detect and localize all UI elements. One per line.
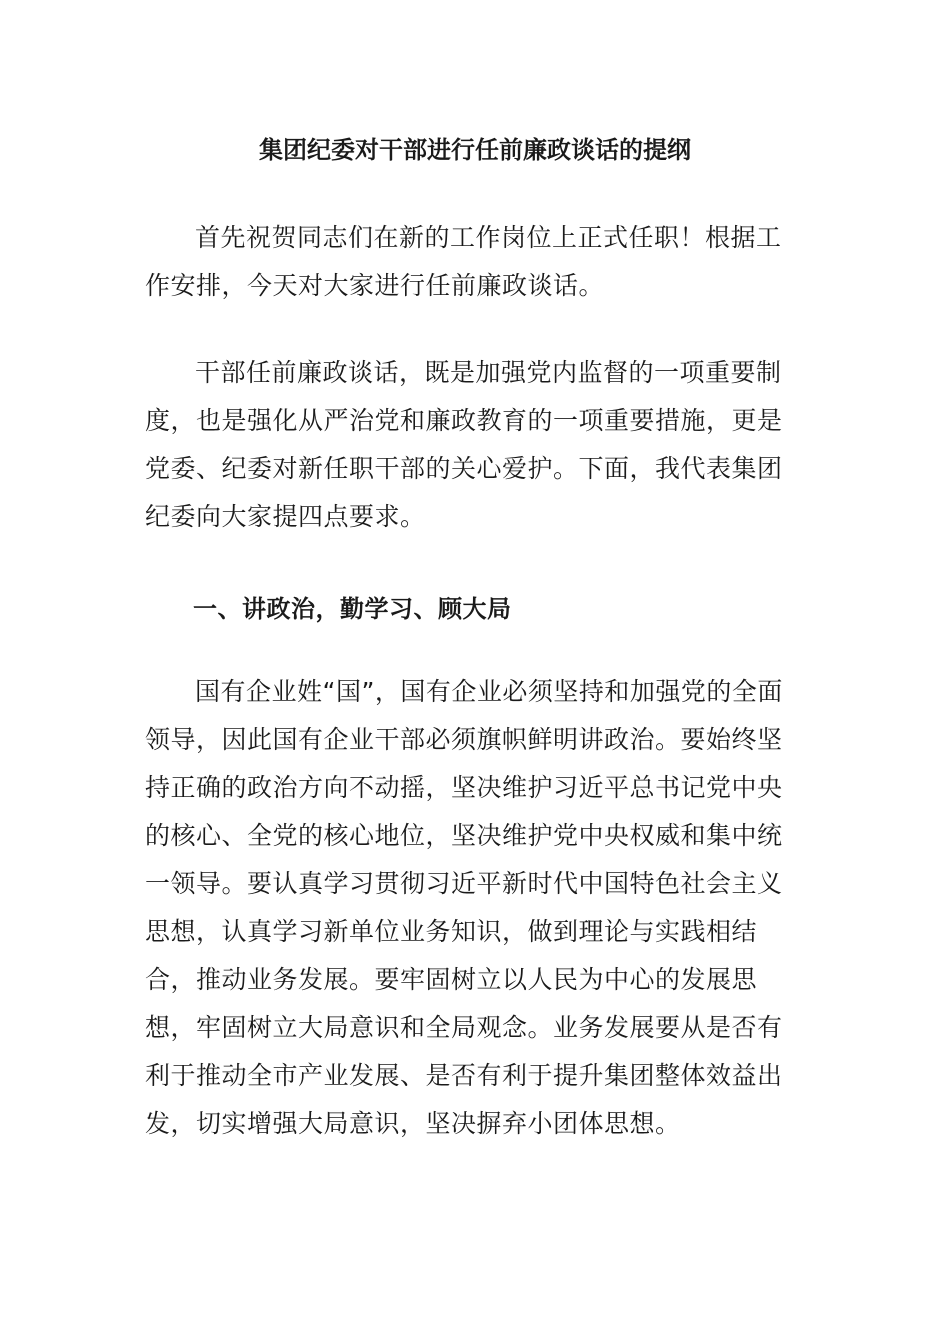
- section-paragraph: 国有企业姓“国”，国有企业必须坚持和加强党的全面领导，因此国有企业干部必须旗帜鲜明讲政治。要始终坚持正确的政治方向不动摇，坚决维护习近平总书记党中央的核心、全党的核心地位，坚决维护党中央权威和集中统一领导。要认真学习贯彻习近平新时代中国特色社会主义思想，认真学习新单位业务知识，做到理论与实践相结合，推动业务发展。要牢固树立以人民为中心的发展思想，牢固树立大局意识和全局观念。业务发展要从是否有利于推动全市产业发展、是否有利于提升集团整体效益出发，切实增强大局意识，坚决摒弃小团体思想。: [145, 677, 783, 1138]
- section-heading: 一、讲政治，勤学习、顾大局: [193, 595, 512, 623]
- document-title: 集团纪委对干部进行任前廉政谈话的提纲: [259, 136, 691, 164]
- paragraph-congratulations: 首先祝贺同志们在新的工作岗位上正式任职！根据工作安排，今天对大家进行任前廉政谈话。: [145, 223, 782, 300]
- paragraph-talk-purpose: 干部任前廉政谈话，既是加强党内监督的一项重要制度，也是强化从严治党和廉政教育的一项重要措施，更是党委、纪委对新任职干部的关心爱护。下面，我代表集团纪委向大家提四点要求。: [145, 358, 783, 531]
